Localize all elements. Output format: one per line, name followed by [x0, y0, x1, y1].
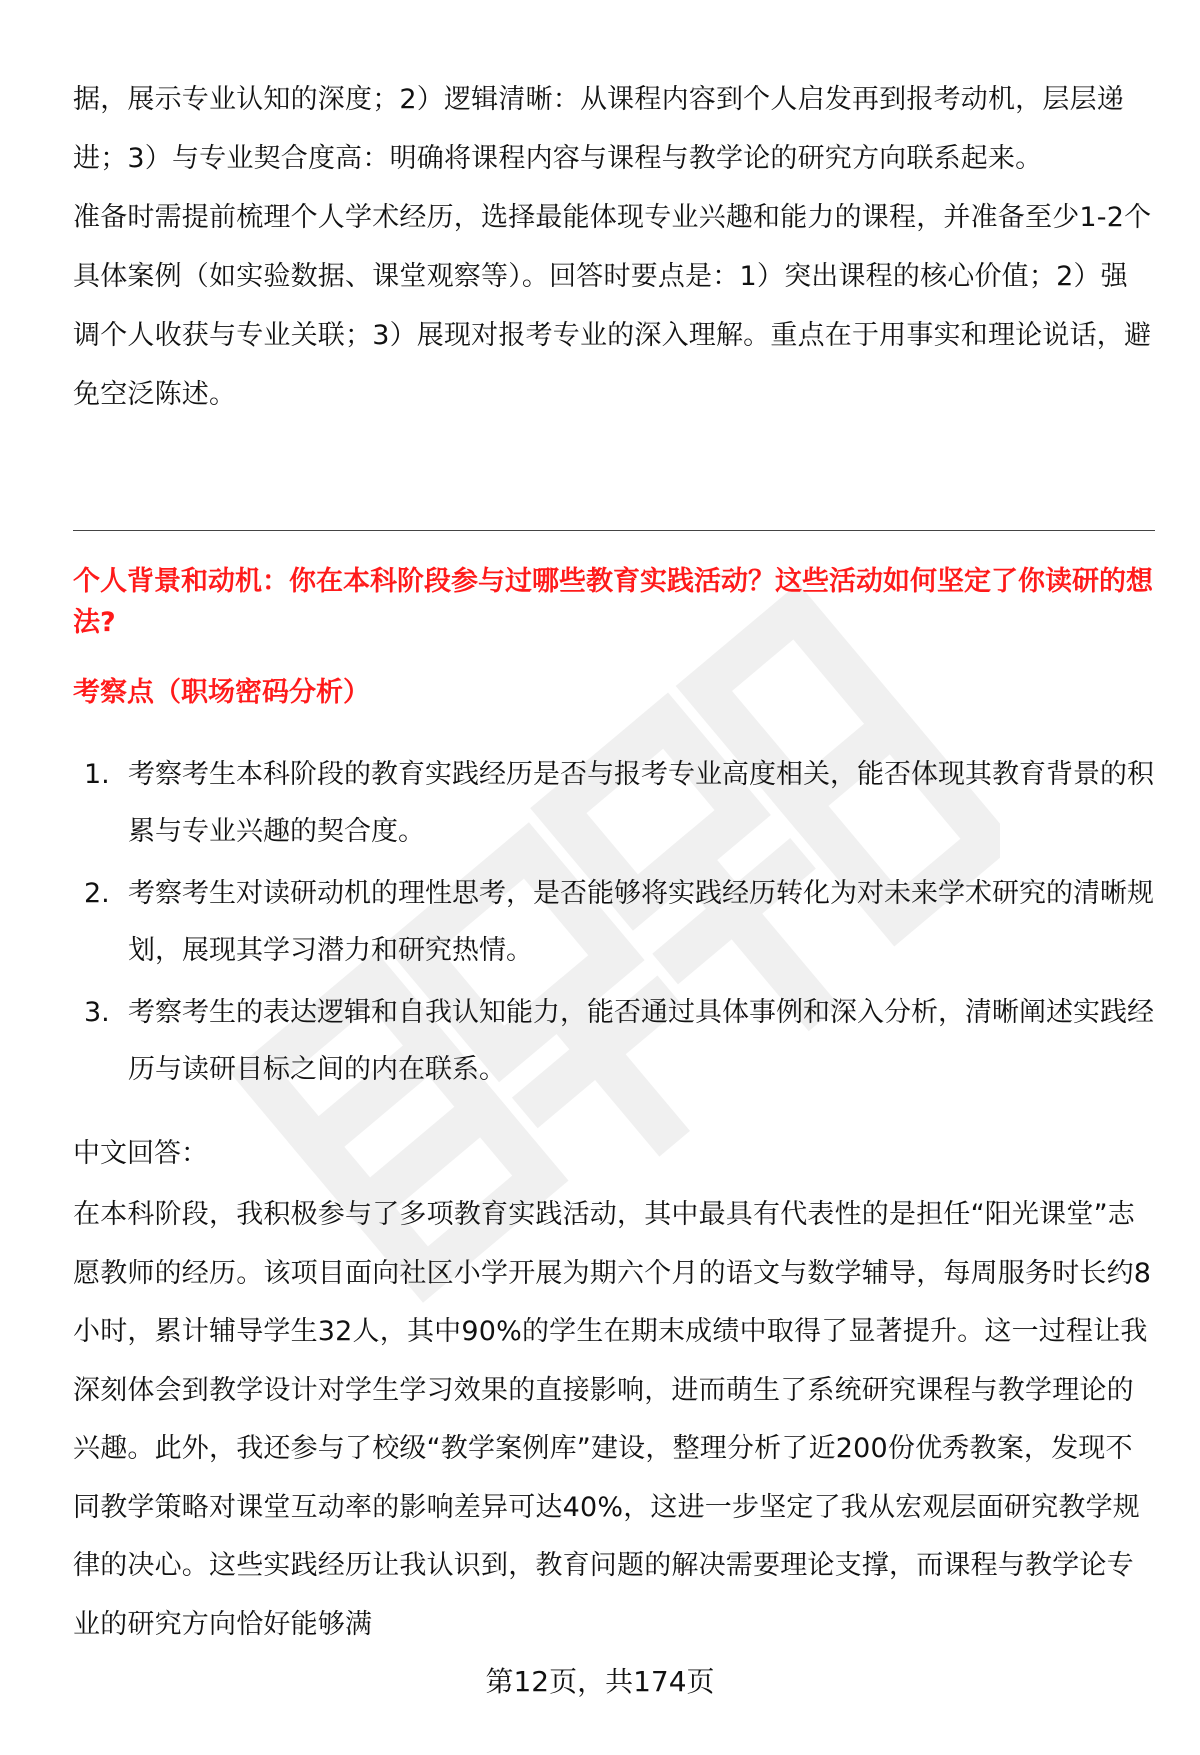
list-item	[73, 984, 1155, 1098]
interview-question: 个人背景和动机：你在本科阶段参与过哪些教育实践活动？这些活动如何坚定了你读研的想法?	[73, 566, 1153, 638]
preparation-tips-paragraph: 准备时需提前梳理个人学术经历，选择最能体现专业兴趣和能力的课程，并准备至少1-2个具体案例（如实验数据、课堂观察等）。回答时要点是：1）突出课程的核心价值；2）强调个人收获与专业关联；3）展现对报考专业的深入理解。重点在于用事实和理论说话，避免空泛陈述。	[73, 202, 1152, 410]
section-divider	[73, 530, 1155, 531]
list-item	[73, 865, 1155, 979]
answer-body	[73, 1186, 1155, 1654]
list-item-text: 考察考生本科阶段的教育实践经历是否与报考专业高度相关，能否体现其教育背景的积累与专业兴趣的契合度。	[128, 759, 1154, 847]
list-item-number: 2.	[84, 878, 110, 909]
page-number-footer: 第12页，共174页	[485, 1665, 715, 1698]
list-item-text: 考察考生的表达逻辑和自我认知能力，能否通过具体事例和深入分析，清晰阐述实践经历与读研目标之间的内在联系。	[128, 997, 1154, 1085]
list-item-number: 1.	[84, 759, 110, 790]
list-item-text: 考察考生对读研动机的理性思考，是否能够将实践经历转化为对未来学术研究的清晰规划，展现其学习潜力和研究热情。	[128, 878, 1154, 966]
continuation-paragraph: 据，展示专业认知的深度；2）逻辑清晰：从课程内容到个人启发再到报考动机，层层递进；3）与专业契合度高：明确将课程内容与课程与教学论的研究方向联系起来。	[73, 84, 1124, 174]
answer-label: 中文回答：	[73, 1138, 208, 1169]
list-item-number: 3.	[84, 997, 110, 1028]
document-page	[73, 70, 1153, 424]
answer-paragraph: 在本科阶段，我积极参与了多项教育实践活动，其中最具有代表性的是担任“阳光课堂”志愿教师的经历。该项目面向社区小学开展为期六个月的语文与数学辅导，每周服务时长约8小时，累计辅导学生32人，其中90%的学生在期末成绩中取得了显著提升。这一过程让我深刻体会到教学设计对学生学习效果的直接影响，进而萌生了系统研究课程与教学理论的兴趣。此外，我还参与了校级“教学案例库”建设，整理分析了近200份优秀教案，发现不同教学策略对课堂互动率的影响差异可达40%，这进一步坚定了我从宏观层面研究教学规律的决心。这些实践经历让我认识到，教育问题的解决需要理论支撑，而课程与教学论专业的研究方向恰好能够满	[73, 1199, 1152, 1640]
assessment-points-list	[73, 746, 1155, 1103]
list-item	[73, 746, 1155, 860]
assessment-points-title: 考察点（职场密码分析）	[73, 677, 370, 708]
